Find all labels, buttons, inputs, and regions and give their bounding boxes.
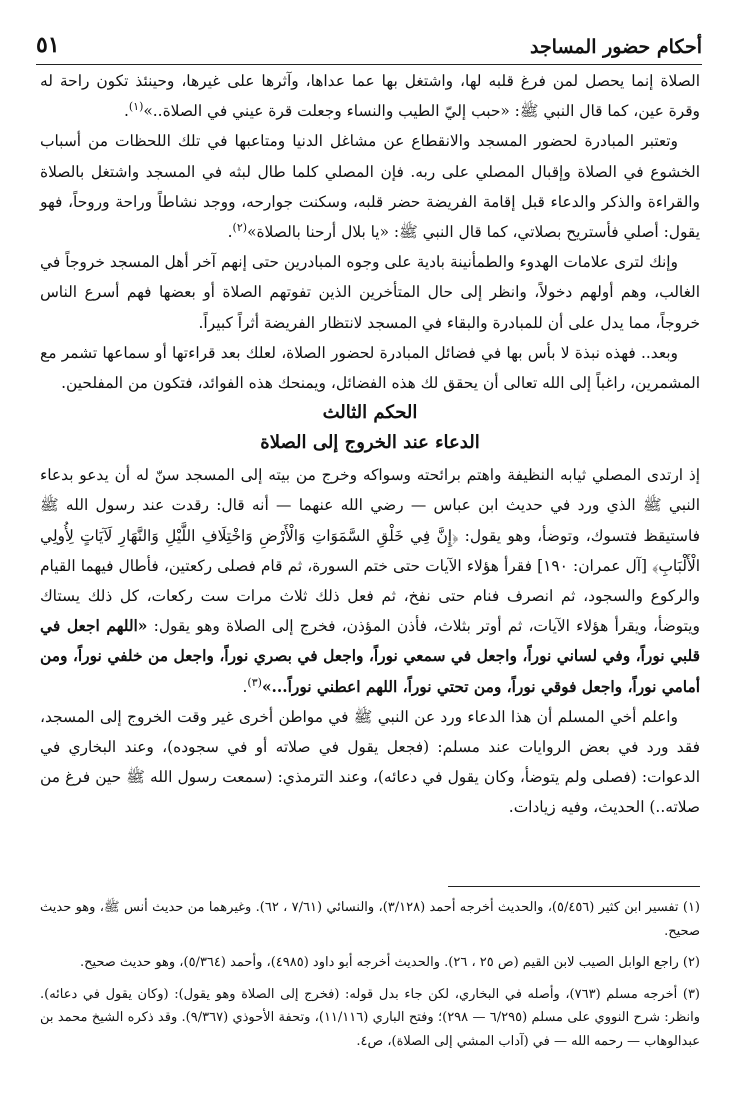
section-heading: الحكم الثالث [322,402,418,424]
dua-text: «اللهم اجعل في قلبي نوراً، وفي لساني نوراً، واجعل في سمعي نوراً، واجعل في بصري نوراً، واجعل من خلفي نوراً، ومن أمامي نوراً، واجعل فوقي نوراً، ومن تحتي نوراً، اللهم اعطني نوراً...» [40,617,701,696]
paragraph-5-text: إذ ارتدى المصلي ثيابه النظيفة واهتم برائحته وسواكه وخرج من بيته إلى المسجد سنّ له أن يدعو بدعاء النبي ﷺ الذي ورد في حديث ابن عباس — رضي الله عنهما — أنه قال: رقدت عند رسول الله ﷺ فاستيقظ فتسوك، وتوضأ، وهو يقول: ﴿إِنَّ فِي خَلْقِ السَّمَوَاتِ وَالْأَرْضِ وَاخْتِلَافِ اللَّيْلِ وَالنَّهَارِ لَآيَاتٍ لِأُولِي الْأَلْبَابِ﴾ [آل عمران: ١٩٠] فقرأ هؤلاء الآيات حتى ختم السورة، ثم قام فصلى ركعتين، فأطال فيهما القيام والركوع والسجود، ثم انصرف فنام حتى نفخ، ثم فعل ذلك ثلاث مرات ست ركعات، كل ذلك يستاك ويتوضأ، ويقرأ هؤلاء الآيات، ثم أوتر بثلاث، فأذن المؤذن، فخرج إلى الصلاة وهو يقول: [40,466,700,636]
section-subheading: الدعاء عند الخروج إلى الصلاة [260,432,480,454]
paragraph-3: وإنك لترى علامات الهدوء والطمأنينة بادية على وجوه المبادرين حتى إنهم آخر أهل المسجد خروجاً في الغالب، وهم أولهم دخولاً، وانظر إلى حال المتأخرين الذين تفوتهم الصلاة أو بعضها فهم أسرع الناس خروجاً، مما يدل على أن للمبادرة والبقاء في المسجد لانتظار الفريضة أثراً كبيراً. [40,253,700,332]
footnote-ref-3: (٣) [247,675,262,689]
footnote-1: (١) تفسير ابن كثير (٥/٤٥٦)، والحديث أخرجه أحمد (٣/١٢٨)، والنسائي (٧/٦١ ، ٦٢). وغيرهما من حديث أنس ﷺ، وهو حديث صحيح. [40,900,700,939]
footnote-ref-2: (٢) [232,220,248,234]
footnote-3: (٣) أخرجه مسلم (٧٦٣)، وأصله في البخاري، لكن جاء بدل قوله: (فخرج إلى الصلاة وهو يقول): (وكان يقول في دعائه). وانظر: شرح النووي على مسلم (٦/٢٩٥ — ٢٩٨)؛ وفتح الباري (١١/١١٦)، وتحفة الأحوذي (٩/٣٦٧). وقد ذكره الشيخ محمد بن عبدالوهاب — رحمه الله — في (آداب المشي إلى الصلاة)، ص٤. [40,986,701,1049]
paragraph-2: وتعتبر المبادرة لحضور المسجد والانقطاع عن مشاغل الدنيا ومتاعبها في تلك اللحظات من أسباب الخشوع في الصلاة وإقبال المصلي على ربه. فإن المصلي كلما طال لبثه في المسجد واشتغل بالصلاة والقراءة والذكر والدعاء قبل إقامة الفريضة حضر قلبه، وسكنت جوارحه، ووجد نشاطاً وراحة وروحاً، فهو يقول: أصلي فأستريح بصلاتي، كما قال النبي ﷺ: «يا بلال أرحنا بالصلاة»$^{(٢)}$. [40,132,700,242]
main-text [40,66,700,823]
paragraph-5: إذ ارتدى المصلي ثيابه النظيفة واهتم برائحته وسواكه وخرج من بيته إلى المسجد سنّ له أن يدعو بدعاء النبي ﷺ الذي ورد في حديث ابن عباس — رضي الله عنهما — أنه قال: رقدت عند رسول الله ﷺ فاستيقظ فتسوك، وتوضأ، وهو يقول: ﴿إِنَّ فِي خَلْقِ السَّمَوَاتِ وَالْأَرْضِ وَاخْتِلَافِ اللَّيْلِ وَالنَّهَارِ لَآيَاتٍ لِأُولِي الْأَلْبَابِ﴾ [آل عمران: ١٩٠] فقرأ هؤلاء الآيات حتى ختم السورة، ثم قام فصلى ركعتين، فأطال فيهما القيام والركوع والسجود، ثم انصرف فنام حتى نفخ، ثم فعل ذلك ثلاث مرات ست ركعات، كل ذلك يستاك ويتوضأ، ويقرأ هؤلاء الآيات، ثم أوتر بثلاث، فأذن المؤذن، فخرج إلى الصلاة وهو يقول: «اللهم اجعل في قلبي نوراً، وفي لساني نوراً، واجعل في سمعي نوراً، واجعل في بصري نوراً، واجعل من خلفي نوراً، ومن أمامي نوراً، واجعل فوقي نوراً، ومن تحتي نوراً، اللهم اعطني نوراً...»$^{(٣)}$. [40,466,701,696]
footnote-2: (٢) راجع الوابل الصيب لابن القيم (ص ٢٥ ، ٢٦). والحديث أخرجه أبو داود (٤٩٨٥)، وأحمد (٥/٣٦٤)، وهو حديث صحيح. [79,955,700,970]
footnote-divider [448,886,700,887]
running-header [36,22,702,65]
paragraph-2-text: وتعتبر المبادرة لحضور المسجد والانقطاع عن مشاغل الدنيا ومتاعبها في تلك اللحظات من أسباب الخشوع في الصلاة وإقبال المصلي على ربه. فإن المصلي كلما طال لبثه في المسجد واشتغل بالصلاة والقراءة والذكر والدعاء قبل إقامة الفريضة حضر قلبه، وسكنت جوارحه، ووجد نشاطاً وراحة وروحاً، فهو يقول: أصلي فأستريح بصلاتي، كما قال النبي ﷺ: «يا بلال أرحنا بالصلاة» [40,132,700,242]
running-title: أحكام حضور المساجد [529,36,702,58]
paragraph-6: واعلم أخي المسلم أن هذا الدعاء ورد عن النبي ﷺ في مواطن أخرى غير وقت الخروج إلى المسجد، فقد ورد في بعض الروايات عند مسلم: (فجعل يقول في صلاته أو في سجوده)، وعند البخاري في الدعوات: (فصلى ولم يتوضأ، وكان يقول في دعائه)، وعند الترمذي: (سمعت رسول الله ﷺ حين فرغ من صلاته..) الحديث، وفيه زيادات. [40,707,700,817]
paragraph-4: وبعد.. فهذه نبذة لا بأس بها في فضائل المبادرة لحضور الصلاة، لعلك بعد قراءتها أو سماعها تشمر مع المشمرين، راغباً إلى الله تعالى أن يحقق لك هذه الفضائل، ويمنحك هذه الفوائد، فتكون من المفلحين. [40,343,700,393]
footnote-ref-1: (١) [128,100,144,114]
page-number: ٥١ [36,32,60,58]
paragraph-1: الصلاة إنما يحصل لمن فرغ قلبه لها، واشتغل بها عما عداها، وآثرها على غيرها، وحينئذ تكون راحة له وقرة عين، كما قال النبي ﷺ: «حبب إليّ الطيب والنساء وجعلت قرة عيني في الصلاة..»$^{(١)}$. [40,72,700,121]
paragraph-1-text: الصلاة إنما يحصل لمن فرغ قلبه لها، واشتغل بها عما عداها، وآثرها على غيرها، وحينئذ تكون راحة له وقرة عين، كما قال النبي ﷺ: «حبب إليّ الطيب والنساء وجعلت قرة عيني في الصلاة..» [40,72,700,121]
footnotes [40,896,700,1061]
